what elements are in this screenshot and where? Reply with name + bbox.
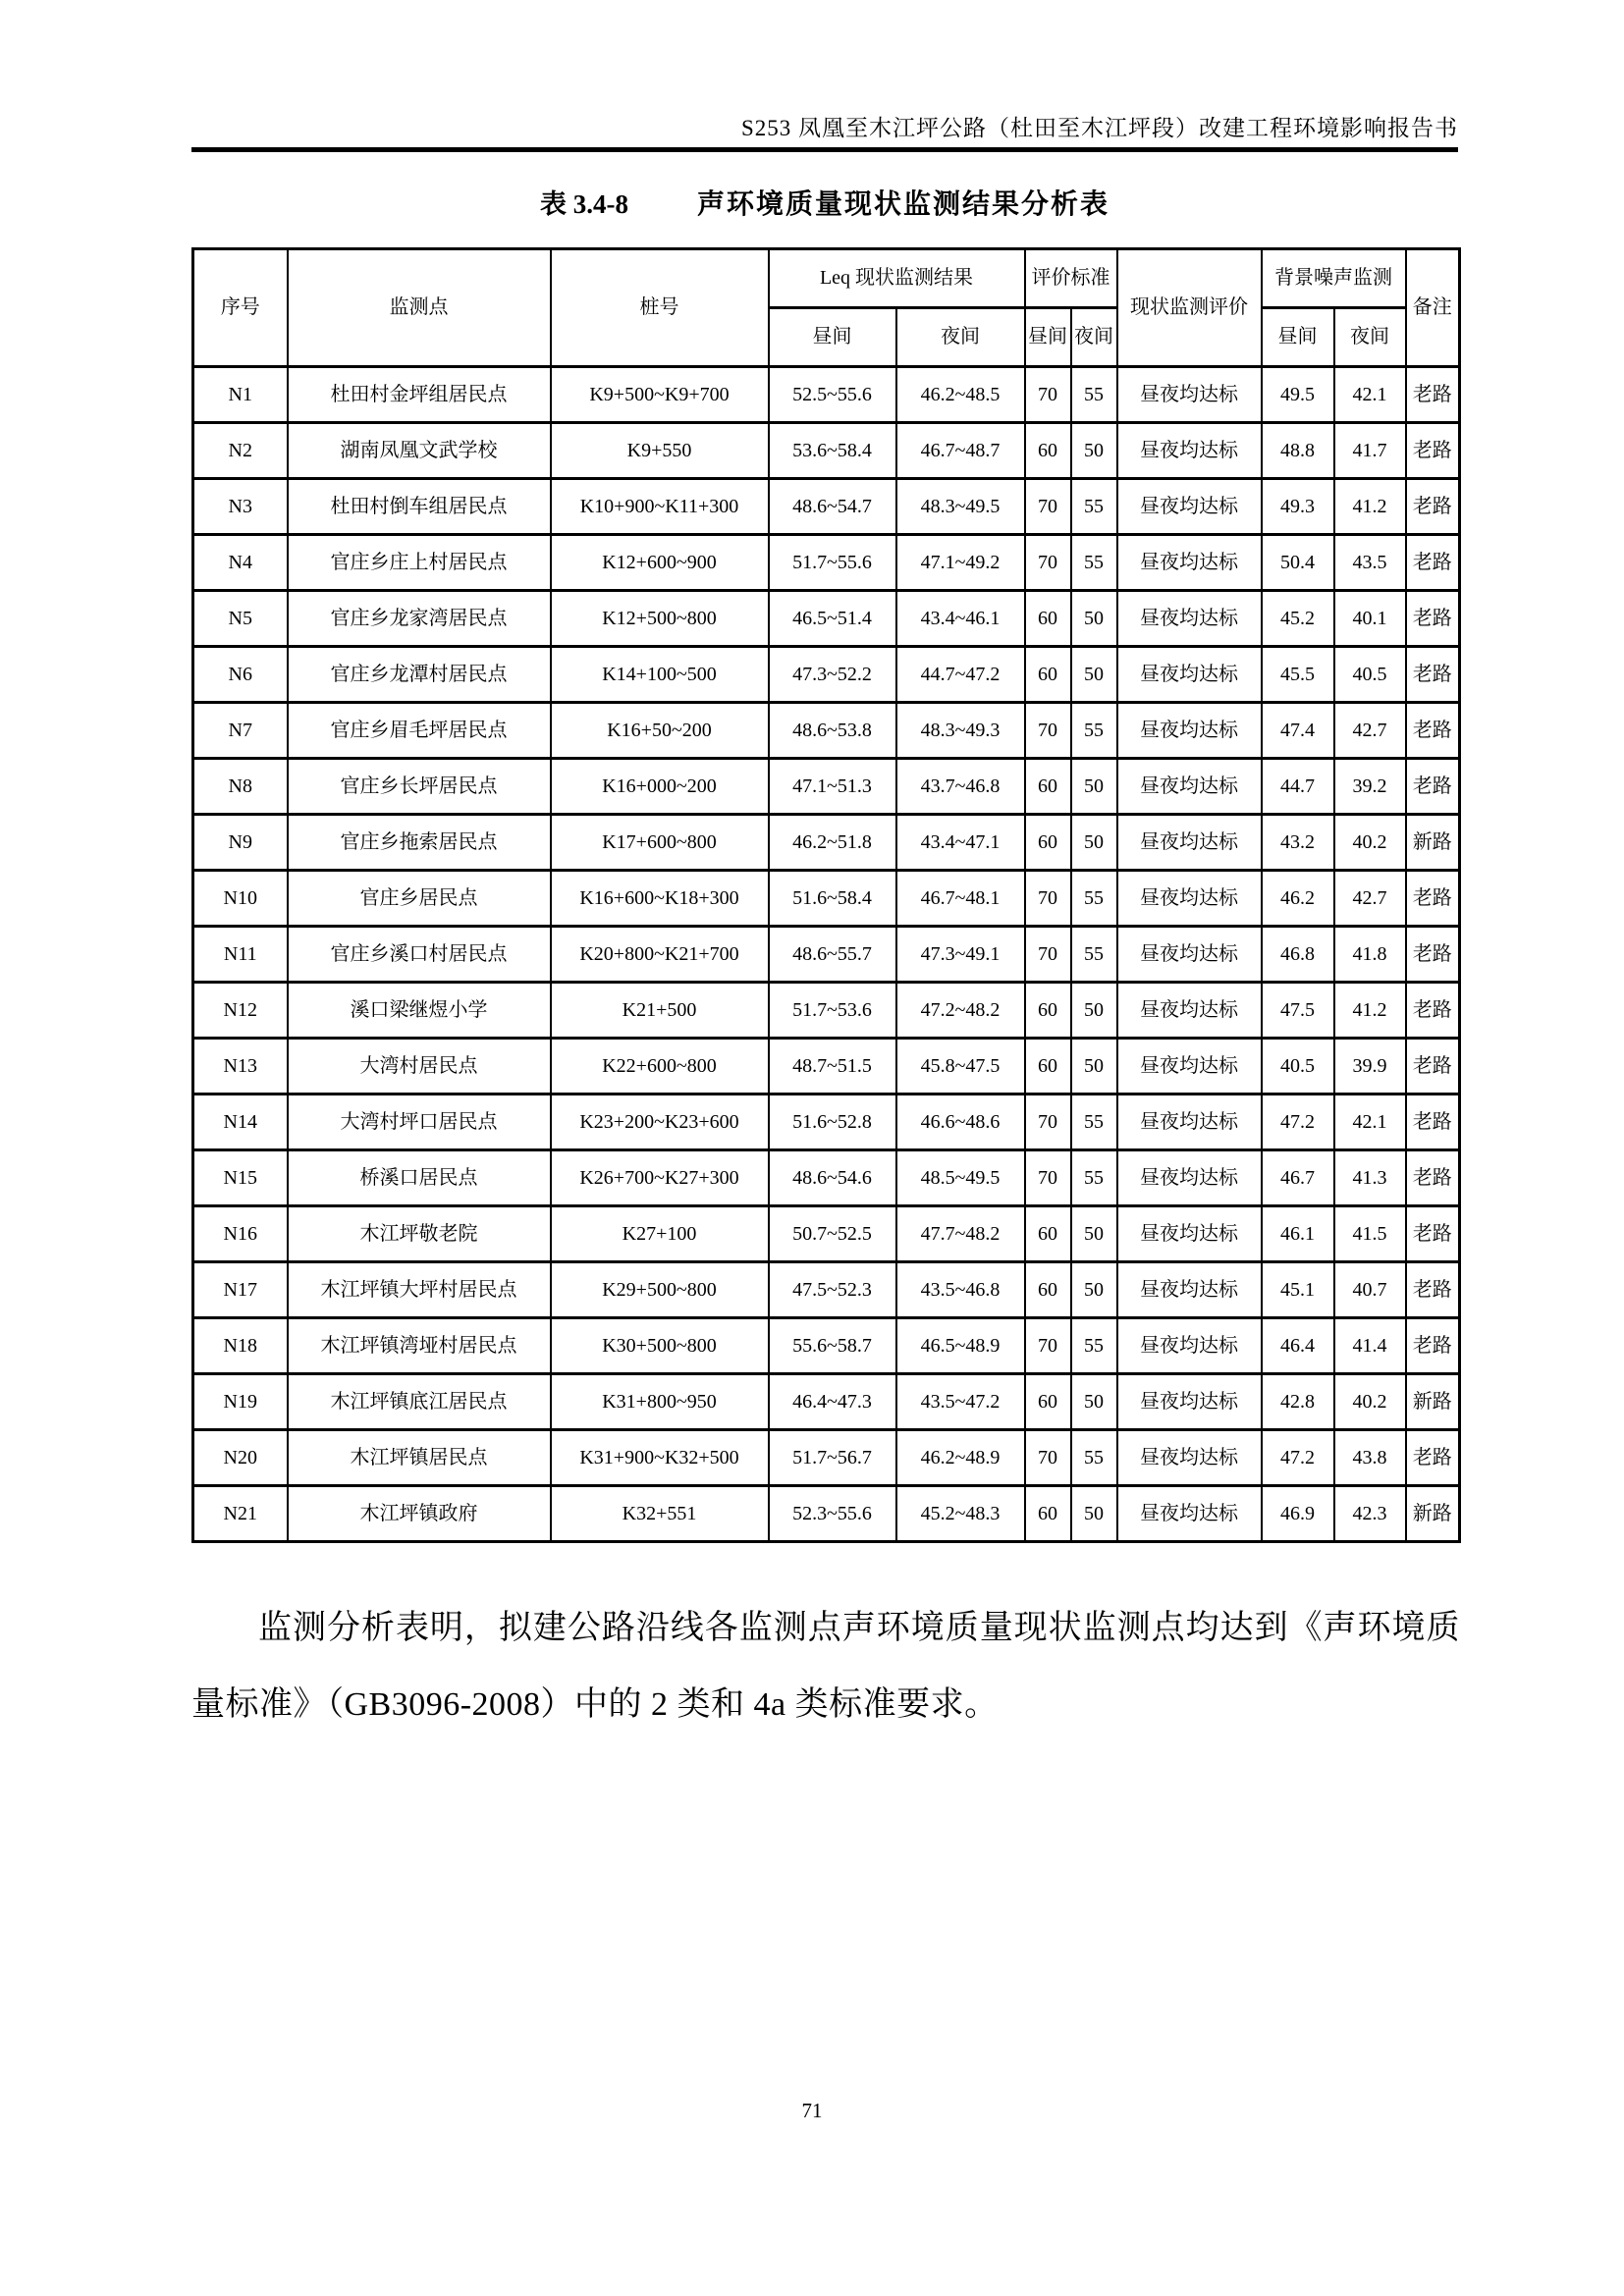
cell-remark: 老路: [1406, 703, 1460, 759]
cell-remark: 老路: [1406, 1430, 1460, 1486]
cell-site: 杜田村倒车组居民点: [288, 479, 551, 535]
table-row: [193, 815, 1460, 871]
header-remark: 备注: [1406, 249, 1460, 367]
cell-standard-night: 50: [1071, 1039, 1117, 1095]
cell-site: 木江坪镇底江居民点: [288, 1374, 551, 1430]
cell-standard-night: 55: [1071, 703, 1117, 759]
cell-standard-day: 60: [1025, 1486, 1071, 1542]
cell-evaluation: 昼夜均达标: [1117, 1262, 1262, 1318]
cell-standard-night: 50: [1071, 423, 1117, 479]
cell-stake: K29+500~800: [551, 1262, 769, 1318]
cell-site: 官庄乡龙潭村居民点: [288, 647, 551, 703]
cell-background-night: 41.3: [1334, 1150, 1406, 1206]
cell-stake: K12+600~900: [551, 535, 769, 591]
cell-serial: N6: [193, 647, 288, 703]
cell-leq-day: 46.5~51.4: [769, 591, 896, 647]
header-site: 监测点: [288, 249, 551, 367]
cell-standard-day: 60: [1025, 647, 1071, 703]
cell-leq-day: 48.6~55.7: [769, 927, 896, 983]
header-standard-day: 昼间: [1025, 308, 1071, 367]
cell-evaluation: 昼夜均达标: [1117, 703, 1262, 759]
cell-background-day: 46.8: [1262, 927, 1334, 983]
cell-serial: N7: [193, 703, 288, 759]
cell-site: 木江坪镇居民点: [288, 1430, 551, 1486]
table-row: [193, 423, 1460, 479]
header-background-day: 昼间: [1262, 308, 1334, 367]
cell-evaluation: 昼夜均达标: [1117, 423, 1262, 479]
cell-remark: 老路: [1406, 591, 1460, 647]
cell-background-night: 42.1: [1334, 367, 1406, 423]
cell-standard-night: 55: [1071, 479, 1117, 535]
cell-standard-day: 60: [1025, 983, 1071, 1039]
cell-leq-day: 46.4~47.3: [769, 1374, 896, 1430]
cell-leq-day: 51.7~56.7: [769, 1430, 896, 1486]
cell-standard-day: 70: [1025, 535, 1071, 591]
cell-stake: K31+800~950: [551, 1374, 769, 1430]
cell-remark: 老路: [1406, 1150, 1460, 1206]
cell-leq-day: 51.7~55.6: [769, 535, 896, 591]
cell-leq-day: 48.6~53.8: [769, 703, 896, 759]
cell-serial: N4: [193, 535, 288, 591]
cell-stake: K16+600~K18+300: [551, 871, 769, 927]
cell-background-day: 49.3: [1262, 479, 1334, 535]
cell-background-night: 41.5: [1334, 1206, 1406, 1262]
cell-background-night: 39.2: [1334, 759, 1406, 815]
table-row: [193, 703, 1460, 759]
cell-site: 溪口梁继煜小学: [288, 983, 551, 1039]
cell-site: 官庄乡龙家湾居民点: [288, 591, 551, 647]
table-row: [193, 367, 1460, 423]
header-background-night: 夜间: [1334, 308, 1406, 367]
cell-leq-night: 44.7~47.2: [896, 647, 1025, 703]
cell-standard-day: 60: [1025, 1039, 1071, 1095]
cell-background-day: 46.7: [1262, 1150, 1334, 1206]
cell-background-day: 43.2: [1262, 815, 1334, 871]
cell-serial: N2: [193, 423, 288, 479]
cell-standard-day: 70: [1025, 367, 1071, 423]
cell-background-night: 42.7: [1334, 703, 1406, 759]
cell-evaluation: 昼夜均达标: [1117, 1430, 1262, 1486]
cell-serial: N5: [193, 591, 288, 647]
cell-stake: K16+50~200: [551, 703, 769, 759]
cell-stake: K10+900~K11+300: [551, 479, 769, 535]
cell-background-day: 42.8: [1262, 1374, 1334, 1430]
cell-stake: K9+500~K9+700: [551, 367, 769, 423]
cell-leq-night: 47.1~49.2: [896, 535, 1025, 591]
cell-leq-night: 47.3~49.1: [896, 927, 1025, 983]
cell-background-night: 40.2: [1334, 1374, 1406, 1430]
cell-leq-night: 45.2~48.3: [896, 1486, 1025, 1542]
cell-remark: 新路: [1406, 1486, 1460, 1542]
cell-background-night: 40.1: [1334, 591, 1406, 647]
cell-leq-day: 55.6~58.7: [769, 1318, 896, 1374]
cell-background-day: 45.1: [1262, 1262, 1334, 1318]
cell-standard-night: 55: [1071, 1318, 1117, 1374]
cell-remark: 老路: [1406, 367, 1460, 423]
cell-leq-day: 48.7~51.5: [769, 1039, 896, 1095]
page-number: 71: [801, 2099, 823, 2122]
cell-stake: K16+000~200: [551, 759, 769, 815]
noise-monitoring-table: [191, 247, 1461, 1543]
table-body: [193, 367, 1460, 1542]
cell-leq-day: 53.6~58.4: [769, 423, 896, 479]
header-leq-group: Leq 现状监测结果: [769, 249, 1025, 308]
table-row: [193, 1039, 1460, 1095]
cell-background-day: 48.8: [1262, 423, 1334, 479]
cell-stake: K26+700~K27+300: [551, 1150, 769, 1206]
cell-standard-day: 60: [1025, 423, 1071, 479]
cell-serial: N9: [193, 815, 288, 871]
cell-evaluation: 昼夜均达标: [1117, 1150, 1262, 1206]
cell-background-night: 40.7: [1334, 1262, 1406, 1318]
cell-leq-night: 47.2~48.2: [896, 983, 1025, 1039]
cell-leq-day: 50.7~52.5: [769, 1206, 896, 1262]
cell-background-day: 46.2: [1262, 871, 1334, 927]
cell-standard-day: 70: [1025, 479, 1071, 535]
cell-standard-night: 55: [1071, 1095, 1117, 1150]
cell-background-day: 47.2: [1262, 1430, 1334, 1486]
cell-background-night: 43.8: [1334, 1430, 1406, 1486]
cell-background-day: 49.5: [1262, 367, 1334, 423]
cell-evaluation: 昼夜均达标: [1117, 1206, 1262, 1262]
table-row: [193, 871, 1460, 927]
cell-evaluation: 昼夜均达标: [1117, 1039, 1262, 1095]
cell-site: 桥溪口居民点: [288, 1150, 551, 1206]
cell-background-night: 42.7: [1334, 871, 1406, 927]
cell-evaluation: 昼夜均达标: [1117, 535, 1262, 591]
cell-stake: K17+600~800: [551, 815, 769, 871]
cell-leq-night: 43.5~46.8: [896, 1262, 1025, 1318]
cell-stake: K27+100: [551, 1206, 769, 1262]
header-rule: [191, 147, 1458, 152]
header-leq-night: 夜间: [896, 308, 1025, 367]
cell-background-night: 41.2: [1334, 983, 1406, 1039]
cell-serial: N8: [193, 759, 288, 815]
cell-leq-day: 47.1~51.3: [769, 759, 896, 815]
table-row: [193, 1095, 1460, 1150]
cell-stake: K23+200~K23+600: [551, 1095, 769, 1150]
cell-serial: N12: [193, 983, 288, 1039]
cell-standard-day: 70: [1025, 927, 1071, 983]
cell-evaluation: 昼夜均达标: [1117, 647, 1262, 703]
cell-evaluation: 昼夜均达标: [1117, 1318, 1262, 1374]
header-standard-group: 评价标准: [1025, 249, 1117, 308]
table-row: [193, 759, 1460, 815]
cell-site: 官庄乡眉毛坪居民点: [288, 703, 551, 759]
header-serial: 序号: [193, 249, 288, 367]
cell-standard-night: 55: [1071, 367, 1117, 423]
cell-standard-night: 50: [1071, 647, 1117, 703]
cell-serial: N10: [193, 871, 288, 927]
table-caption: [191, 183, 1458, 222]
cell-site: 湖南凤凰文武学校: [288, 423, 551, 479]
cell-leq-day: 48.6~54.7: [769, 479, 896, 535]
cell-standard-night: 50: [1071, 759, 1117, 815]
cell-background-day: 44.7: [1262, 759, 1334, 815]
cell-evaluation: 昼夜均达标: [1117, 591, 1262, 647]
cell-remark: 老路: [1406, 1095, 1460, 1150]
cell-evaluation: 昼夜均达标: [1117, 1486, 1262, 1542]
cell-serial: N19: [193, 1374, 288, 1430]
cell-background-night: 41.2: [1334, 479, 1406, 535]
cell-site: 木江坪镇大坪村居民点: [288, 1262, 551, 1318]
cell-leq-day: 47.5~52.3: [769, 1262, 896, 1318]
cell-background-day: 47.5: [1262, 983, 1334, 1039]
cell-leq-day: 46.2~51.8: [769, 815, 896, 871]
cell-remark: 老路: [1406, 423, 1460, 479]
cell-evaluation: 昼夜均达标: [1117, 1095, 1262, 1150]
cell-leq-day: 52.3~55.6: [769, 1486, 896, 1542]
cell-standard-day: 60: [1025, 815, 1071, 871]
cell-serial: N3: [193, 479, 288, 535]
cell-standard-day: 70: [1025, 1318, 1071, 1374]
header-standard-night: 夜间: [1071, 308, 1117, 367]
cell-background-day: 47.2: [1262, 1095, 1334, 1150]
cell-leq-day: 47.3~52.2: [769, 647, 896, 703]
cell-remark: 新路: [1406, 1374, 1460, 1430]
table-header: [193, 249, 1460, 367]
cell-standard-day: 60: [1025, 759, 1071, 815]
cell-serial: N21: [193, 1486, 288, 1542]
cell-standard-day: 60: [1025, 1262, 1071, 1318]
table-row: [193, 535, 1460, 591]
table-row: [193, 647, 1460, 703]
cell-evaluation: 昼夜均达标: [1117, 815, 1262, 871]
cell-site: 大湾村坪口居民点: [288, 1095, 551, 1150]
cell-remark: 老路: [1406, 871, 1460, 927]
header-evaluation: 现状监测评价: [1117, 249, 1262, 367]
cell-serial: N16: [193, 1206, 288, 1262]
cell-remark: 老路: [1406, 479, 1460, 535]
cell-evaluation: 昼夜均达标: [1117, 759, 1262, 815]
table-title: 声环境质量现状监测结果分析表: [696, 188, 1110, 219]
cell-remark: 老路: [1406, 1318, 1460, 1374]
cell-standard-day: 70: [1025, 1150, 1071, 1206]
cell-stake: K9+550: [551, 423, 769, 479]
cell-background-night: 41.8: [1334, 927, 1406, 983]
cell-site: 木江坪敬老院: [288, 1206, 551, 1262]
cell-leq-night: 46.7~48.1: [896, 871, 1025, 927]
cell-serial: N13: [193, 1039, 288, 1095]
analysis-paragraph: 监测分析表明，拟建公路沿线各监测点声环境质量现状监测点均达到《声环境质量标准》（GB3096-2008）中的 2 类和 4a 类标准要求。: [191, 1610, 1460, 1723]
cell-leq-night: 43.4~47.1: [896, 815, 1025, 871]
cell-stake: K14+100~500: [551, 647, 769, 703]
cell-leq-day: 52.5~55.6: [769, 367, 896, 423]
cell-standard-day: 70: [1025, 703, 1071, 759]
cell-stake: K20+800~K21+700: [551, 927, 769, 983]
cell-background-night: 40.5: [1334, 647, 1406, 703]
cell-serial: N15: [193, 1150, 288, 1206]
cell-standard-night: 50: [1071, 1374, 1117, 1430]
cell-background-day: 40.5: [1262, 1039, 1334, 1095]
cell-background-night: 43.5: [1334, 535, 1406, 591]
cell-background-day: 46.4: [1262, 1318, 1334, 1374]
cell-evaluation: 昼夜均达标: [1117, 871, 1262, 927]
cell-leq-night: 48.3~49.3: [896, 703, 1025, 759]
table-row: [193, 927, 1460, 983]
cell-background-night: 41.7: [1334, 423, 1406, 479]
cell-standard-night: 50: [1071, 1262, 1117, 1318]
cell-leq-night: 46.5~48.9: [896, 1318, 1025, 1374]
cell-site: 官庄乡长坪居民点: [288, 759, 551, 815]
cell-leq-day: 51.6~52.8: [769, 1095, 896, 1150]
cell-stake: K31+900~K32+500: [551, 1430, 769, 1486]
cell-standard-night: 50: [1071, 815, 1117, 871]
table-row: [193, 1318, 1460, 1374]
cell-stake: K22+600~800: [551, 1039, 769, 1095]
cell-leq-day: 51.6~58.4: [769, 871, 896, 927]
cell-leq-night: 46.7~48.7: [896, 423, 1025, 479]
header-leq-day: 昼间: [769, 308, 896, 367]
cell-leq-day: 48.6~54.6: [769, 1150, 896, 1206]
cell-site: 官庄乡拖索居民点: [288, 815, 551, 871]
cell-background-day: 45.2: [1262, 591, 1334, 647]
cell-leq-night: 48.5~49.5: [896, 1150, 1025, 1206]
cell-standard-night: 50: [1071, 1206, 1117, 1262]
cell-remark: 老路: [1406, 1262, 1460, 1318]
header-row-1: [193, 249, 1460, 308]
cell-background-day: 47.4: [1262, 703, 1334, 759]
cell-site: 大湾村居民点: [288, 1039, 551, 1095]
header-background-group: 背景噪声监测: [1262, 249, 1406, 308]
report-header: S253 凤凰至木江坪公路（杜田至木江坪段）改建工程环境影响报告书: [740, 116, 1458, 140]
cell-standard-day: 60: [1025, 591, 1071, 647]
cell-site: 杜田村金坪组居民点: [288, 367, 551, 423]
table-row: [193, 1150, 1460, 1206]
cell-leq-night: 43.4~46.1: [896, 591, 1025, 647]
cell-background-night: 40.2: [1334, 815, 1406, 871]
table-number-label: 表 3.4-8: [539, 189, 628, 219]
cell-standard-night: 55: [1071, 871, 1117, 927]
cell-standard-day: 70: [1025, 1095, 1071, 1150]
cell-remark: 新路: [1406, 815, 1460, 871]
cell-standard-night: 55: [1071, 1150, 1117, 1206]
cell-background-night: 42.1: [1334, 1095, 1406, 1150]
cell-remark: 老路: [1406, 759, 1460, 815]
cell-standard-day: 70: [1025, 871, 1071, 927]
table-row: [193, 1486, 1460, 1542]
cell-evaluation: 昼夜均达标: [1117, 983, 1262, 1039]
cell-standard-night: 55: [1071, 535, 1117, 591]
cell-serial: N11: [193, 927, 288, 983]
cell-background-day: 46.1: [1262, 1206, 1334, 1262]
cell-leq-night: 43.5~47.2: [896, 1374, 1025, 1430]
cell-background-day: 50.4: [1262, 535, 1334, 591]
cell-leq-night: 45.8~47.5: [896, 1039, 1025, 1095]
cell-evaluation: 昼夜均达标: [1117, 479, 1262, 535]
cell-remark: 老路: [1406, 647, 1460, 703]
cell-site: 木江坪镇政府: [288, 1486, 551, 1542]
cell-standard-day: 70: [1025, 1430, 1071, 1486]
cell-remark: 老路: [1406, 535, 1460, 591]
cell-standard-day: 60: [1025, 1206, 1071, 1262]
cell-leq-night: 46.2~48.9: [896, 1430, 1025, 1486]
cell-leq-night: 46.2~48.5: [896, 367, 1025, 423]
cell-site: 官庄乡庄上村居民点: [288, 535, 551, 591]
cell-background-night: 42.3: [1334, 1486, 1406, 1542]
cell-leq-night: 47.7~48.2: [896, 1206, 1025, 1262]
header-stake: 桩号: [551, 249, 769, 367]
cell-stake: K12+500~800: [551, 591, 769, 647]
cell-background-day: 45.5: [1262, 647, 1334, 703]
cell-standard-day: 60: [1025, 1374, 1071, 1430]
cell-serial: N1: [193, 367, 288, 423]
cell-site: 木江坪镇湾垭村居民点: [288, 1318, 551, 1374]
cell-remark: 老路: [1406, 927, 1460, 983]
cell-standard-night: 50: [1071, 1486, 1117, 1542]
table-row: [193, 1430, 1460, 1486]
cell-standard-night: 50: [1071, 591, 1117, 647]
cell-evaluation: 昼夜均达标: [1117, 367, 1262, 423]
cell-remark: 老路: [1406, 983, 1460, 1039]
cell-serial: N20: [193, 1430, 288, 1486]
cell-stake: K30+500~800: [551, 1318, 769, 1374]
cell-stake: K21+500: [551, 983, 769, 1039]
cell-leq-night: 46.6~48.6: [896, 1095, 1025, 1150]
table-row: [193, 1262, 1460, 1318]
cell-background-night: 41.4: [1334, 1318, 1406, 1374]
cell-standard-night: 55: [1071, 927, 1117, 983]
cell-background-night: 39.9: [1334, 1039, 1406, 1095]
cell-leq-night: 43.7~46.8: [896, 759, 1025, 815]
cell-leq-night: 48.3~49.5: [896, 479, 1025, 535]
cell-standard-night: 50: [1071, 983, 1117, 1039]
cell-stake: K32+551: [551, 1486, 769, 1542]
table-row: [193, 479, 1460, 535]
cell-site: 官庄乡溪口村居民点: [288, 927, 551, 983]
table-row: [193, 1374, 1460, 1430]
table-row: [193, 591, 1460, 647]
cell-remark: 老路: [1406, 1206, 1460, 1262]
cell-remark: 老路: [1406, 1039, 1460, 1095]
cell-serial: N17: [193, 1262, 288, 1318]
cell-evaluation: 昼夜均达标: [1117, 927, 1262, 983]
cell-background-day: 46.9: [1262, 1486, 1334, 1542]
cell-standard-night: 55: [1071, 1430, 1117, 1486]
cell-leq-day: 51.7~53.6: [769, 983, 896, 1039]
table-row: [193, 1206, 1460, 1262]
table-row: [193, 983, 1460, 1039]
cell-serial: N14: [193, 1095, 288, 1150]
cell-serial: N18: [193, 1318, 288, 1374]
cell-site: 官庄乡居民点: [288, 871, 551, 927]
cell-evaluation: 昼夜均达标: [1117, 1374, 1262, 1430]
